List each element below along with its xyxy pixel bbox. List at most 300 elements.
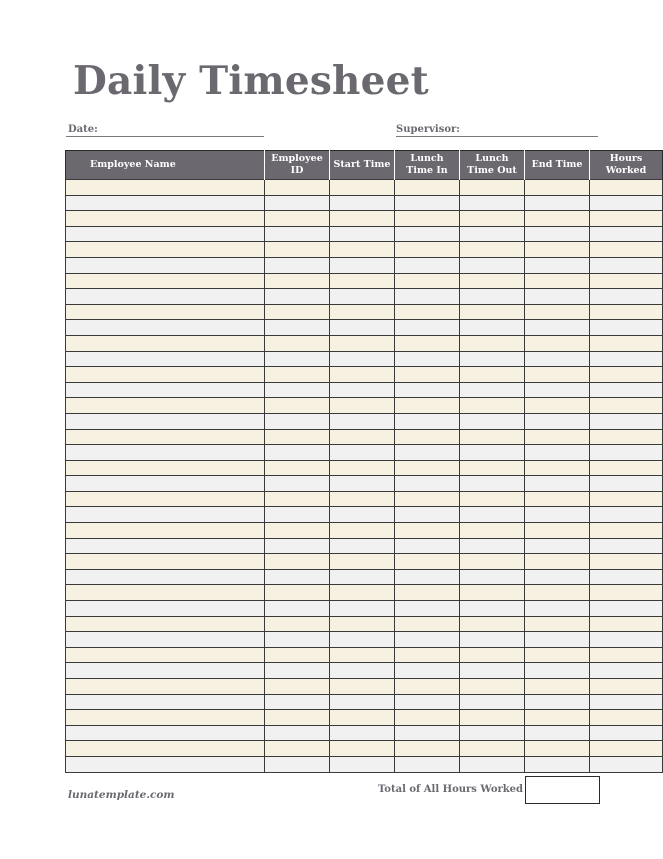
table-cell[interactable] (590, 195, 663, 211)
table-cell[interactable] (590, 679, 663, 695)
table-row (66, 694, 663, 710)
table-cell[interactable] (330, 367, 395, 383)
table-cell[interactable] (590, 585, 663, 601)
table-cell[interactable] (330, 538, 395, 554)
table-cell[interactable] (395, 226, 460, 242)
table-cell[interactable] (66, 554, 265, 570)
table-cell[interactable] (265, 367, 330, 383)
table-cell[interactable] (460, 554, 525, 570)
table-cell[interactable] (395, 351, 460, 367)
table-cell[interactable] (525, 507, 590, 523)
table-cell[interactable] (460, 491, 525, 507)
col-end-time: End Time (525, 151, 590, 180)
table-cell[interactable] (590, 507, 663, 523)
table-cell[interactable] (265, 257, 330, 273)
table-header-row (66, 151, 663, 180)
table-row (66, 195, 663, 211)
table-cell[interactable] (525, 601, 590, 617)
table-cell[interactable] (590, 445, 663, 461)
table-cell[interactable] (525, 180, 590, 196)
table-cell[interactable] (66, 756, 265, 772)
table-cell[interactable] (460, 710, 525, 726)
table-cell[interactable] (330, 756, 395, 772)
table-cell[interactable] (330, 741, 395, 757)
table-cell[interactable] (330, 211, 395, 227)
table-cell[interactable] (525, 429, 590, 445)
table-cell[interactable] (460, 741, 525, 757)
table-cell[interactable] (395, 429, 460, 445)
table-cell[interactable] (265, 632, 330, 648)
table-cell[interactable] (330, 507, 395, 523)
table-cell[interactable] (590, 725, 663, 741)
table-cell[interactable] (525, 523, 590, 539)
table-cell[interactable] (330, 710, 395, 726)
table-cell[interactable] (265, 242, 330, 258)
table-cell[interactable] (265, 320, 330, 336)
table-cell[interactable] (590, 632, 663, 648)
table-cell[interactable] (395, 335, 460, 351)
table-cell[interactable] (66, 429, 265, 445)
table-cell[interactable] (265, 554, 330, 570)
table-cell[interactable] (590, 335, 663, 351)
table-cell[interactable] (330, 694, 395, 710)
table-cell[interactable] (525, 460, 590, 476)
table-cell[interactable] (395, 632, 460, 648)
table-cell[interactable] (66, 523, 265, 539)
table-cell[interactable] (66, 507, 265, 523)
table-cell[interactable] (265, 585, 330, 601)
table-cell[interactable] (590, 601, 663, 617)
table-cell[interactable] (460, 679, 525, 695)
table-cell[interactable] (66, 382, 265, 398)
table-cell[interactable] (265, 211, 330, 227)
table-cell[interactable] (265, 351, 330, 367)
table-row (66, 382, 663, 398)
table-cell[interactable] (265, 725, 330, 741)
table-cell[interactable] (330, 725, 395, 741)
table-cell[interactable] (66, 351, 265, 367)
table-cell[interactable] (265, 180, 330, 196)
table-cell[interactable] (330, 679, 395, 695)
table-cell[interactable] (265, 335, 330, 351)
table-cell[interactable] (66, 491, 265, 507)
table-cell[interactable] (265, 601, 330, 617)
table-cell[interactable] (460, 382, 525, 398)
table-cell[interactable] (395, 601, 460, 617)
table-cell[interactable] (525, 351, 590, 367)
table-row (66, 523, 663, 539)
total-hours-box[interactable] (525, 776, 600, 804)
table-cell[interactable] (460, 756, 525, 772)
table-cell[interactable] (395, 725, 460, 741)
table-cell[interactable] (395, 460, 460, 476)
table-cell[interactable] (66, 195, 265, 211)
table-row (66, 601, 663, 617)
table-cell[interactable] (66, 694, 265, 710)
table-row (66, 351, 663, 367)
table-cell[interactable] (395, 585, 460, 601)
table-cell[interactable] (395, 491, 460, 507)
table-cell[interactable] (395, 569, 460, 585)
table-cell[interactable] (330, 429, 395, 445)
table-cell[interactable] (525, 242, 590, 258)
table-cell[interactable] (395, 382, 460, 398)
table-cell[interactable] (525, 756, 590, 772)
col-start-time: Start Time (330, 151, 395, 180)
table-cell[interactable] (395, 445, 460, 461)
table-cell[interactable] (330, 289, 395, 305)
table-cell[interactable] (525, 226, 590, 242)
table-cell[interactable] (395, 211, 460, 227)
table-cell[interactable] (590, 382, 663, 398)
table-cell[interactable] (395, 289, 460, 305)
table-cell[interactable] (525, 632, 590, 648)
table-cell[interactable] (265, 226, 330, 242)
table-cell[interactable] (265, 538, 330, 554)
table-cell[interactable] (590, 491, 663, 507)
table-cell[interactable] (460, 226, 525, 242)
table-cell[interactable] (525, 382, 590, 398)
table-cell[interactable] (265, 195, 330, 211)
table-row (66, 741, 663, 757)
table-cell[interactable] (590, 226, 663, 242)
table-cell[interactable] (330, 460, 395, 476)
table-cell[interactable] (330, 585, 395, 601)
table-cell[interactable] (590, 242, 663, 258)
table-cell[interactable] (525, 398, 590, 414)
table-cell[interactable] (265, 445, 330, 461)
table-cell[interactable] (460, 694, 525, 710)
table-cell[interactable] (590, 523, 663, 539)
table-cell[interactable] (66, 445, 265, 461)
table-cell[interactable] (460, 632, 525, 648)
table-cell[interactable] (460, 538, 525, 554)
supervisor-line[interactable] (396, 136, 598, 137)
table-cell[interactable] (330, 382, 395, 398)
table-cell[interactable] (460, 273, 525, 289)
table-cell[interactable] (590, 460, 663, 476)
table-cell[interactable] (590, 320, 663, 336)
table-cell[interactable] (395, 413, 460, 429)
table-cell[interactable] (590, 180, 663, 196)
table-cell[interactable] (460, 367, 525, 383)
table-cell[interactable] (460, 398, 525, 414)
table-cell[interactable] (460, 725, 525, 741)
table-cell[interactable] (66, 289, 265, 305)
table-cell[interactable] (66, 632, 265, 648)
table-row (66, 569, 663, 585)
table-cell[interactable] (395, 273, 460, 289)
table-cell[interactable] (525, 538, 590, 554)
table-cell[interactable] (590, 351, 663, 367)
table-cell[interactable] (395, 741, 460, 757)
table-cell[interactable] (525, 413, 590, 429)
table-cell[interactable] (460, 320, 525, 336)
table-cell[interactable] (66, 242, 265, 258)
table-cell[interactable] (395, 538, 460, 554)
table-cell[interactable] (66, 569, 265, 585)
table-cell[interactable] (590, 756, 663, 772)
table-cell[interactable] (525, 569, 590, 585)
table-cell[interactable] (525, 616, 590, 632)
table-cell[interactable] (590, 569, 663, 585)
table-cell[interactable] (66, 257, 265, 273)
table-cell[interactable] (330, 226, 395, 242)
table-cell[interactable] (460, 663, 525, 679)
table-cell[interactable] (590, 476, 663, 492)
table-cell[interactable] (525, 289, 590, 305)
table-cell[interactable] (525, 694, 590, 710)
table-cell[interactable] (525, 445, 590, 461)
table-cell[interactable] (66, 367, 265, 383)
table-cell[interactable] (330, 398, 395, 414)
table-row (66, 320, 663, 336)
table-cell[interactable] (265, 679, 330, 695)
table-cell[interactable] (395, 647, 460, 663)
table-cell[interactable] (395, 694, 460, 710)
table-cell[interactable] (590, 413, 663, 429)
table-cell[interactable] (66, 180, 265, 196)
table-cell[interactable] (395, 367, 460, 383)
table-cell[interactable] (265, 304, 330, 320)
table-cell[interactable] (525, 663, 590, 679)
table-cell[interactable] (525, 554, 590, 570)
table-cell[interactable] (330, 195, 395, 211)
table-cell[interactable] (460, 616, 525, 632)
table-cell[interactable] (395, 554, 460, 570)
table-cell[interactable] (66, 335, 265, 351)
table-cell[interactable] (66, 679, 265, 695)
table-cell[interactable] (525, 491, 590, 507)
table-cell[interactable] (265, 491, 330, 507)
table-cell[interactable] (460, 289, 525, 305)
table-cell[interactable] (66, 647, 265, 663)
table-cell[interactable] (265, 289, 330, 305)
table-cell[interactable] (66, 538, 265, 554)
table-cell[interactable] (460, 476, 525, 492)
table-cell[interactable] (330, 242, 395, 258)
table-cell[interactable] (590, 429, 663, 445)
table-cell[interactable] (265, 476, 330, 492)
table-cell[interactable] (460, 304, 525, 320)
table-cell[interactable] (395, 304, 460, 320)
table-cell[interactable] (330, 647, 395, 663)
table-cell[interactable] (590, 741, 663, 757)
table-cell[interactable] (395, 398, 460, 414)
table-cell[interactable] (395, 616, 460, 632)
table-cell[interactable] (66, 226, 265, 242)
table-cell[interactable] (265, 756, 330, 772)
table-cell[interactable] (265, 507, 330, 523)
table-cell[interactable] (525, 741, 590, 757)
table-cell[interactable] (460, 211, 525, 227)
table-cell[interactable] (525, 367, 590, 383)
table-cell[interactable] (395, 507, 460, 523)
col-lunch-time-out: Lunch Time Out (460, 151, 525, 180)
table-cell[interactable] (330, 601, 395, 617)
table-cell[interactable] (460, 335, 525, 351)
table-cell[interactable] (66, 741, 265, 757)
table-cell[interactable] (395, 320, 460, 336)
table-cell[interactable] (525, 320, 590, 336)
table-cell[interactable] (66, 413, 265, 429)
table-row (66, 647, 663, 663)
table-cell[interactable] (525, 476, 590, 492)
table-cell[interactable] (525, 211, 590, 227)
table-cell[interactable] (590, 304, 663, 320)
table-cell[interactable] (66, 601, 265, 617)
table-cell[interactable] (265, 569, 330, 585)
table-cell[interactable] (460, 569, 525, 585)
table-cell[interactable] (590, 273, 663, 289)
date-line[interactable] (66, 136, 264, 137)
table-cell[interactable] (265, 398, 330, 414)
table-cell[interactable] (395, 180, 460, 196)
table-cell[interactable] (330, 632, 395, 648)
table-cell[interactable] (66, 476, 265, 492)
table-cell[interactable] (66, 320, 265, 336)
table-cell[interactable] (330, 491, 395, 507)
table-cell[interactable] (590, 647, 663, 663)
table-cell[interactable] (525, 585, 590, 601)
table-cell[interactable] (590, 554, 663, 570)
table-cell[interactable] (395, 242, 460, 258)
table-cell[interactable] (265, 382, 330, 398)
table-cell[interactable] (265, 616, 330, 632)
table-cell[interactable] (395, 476, 460, 492)
table-cell[interactable] (395, 756, 460, 772)
table-cell[interactable] (330, 304, 395, 320)
table-cell[interactable] (525, 335, 590, 351)
table-cell[interactable] (460, 507, 525, 523)
table-cell[interactable] (330, 476, 395, 492)
table-cell[interactable] (590, 616, 663, 632)
table-cell[interactable] (395, 257, 460, 273)
table-cell[interactable] (460, 257, 525, 273)
table-cell[interactable] (66, 710, 265, 726)
table-row (66, 398, 663, 414)
table-row (66, 663, 663, 679)
table-cell[interactable] (265, 460, 330, 476)
table-cell[interactable] (525, 725, 590, 741)
page-title: Daily Timesheet (73, 58, 429, 104)
table-row (66, 429, 663, 445)
table-cell[interactable] (525, 679, 590, 695)
table-cell[interactable] (66, 398, 265, 414)
table-cell[interactable] (265, 523, 330, 539)
table-row (66, 585, 663, 601)
table-cell[interactable] (66, 211, 265, 227)
table-cell[interactable] (460, 180, 525, 196)
table-cell[interactable] (460, 523, 525, 539)
table-cell[interactable] (330, 554, 395, 570)
table-cell[interactable] (330, 320, 395, 336)
table-cell[interactable] (66, 273, 265, 289)
table-row (66, 413, 663, 429)
table-cell[interactable] (66, 304, 265, 320)
table-cell[interactable] (330, 413, 395, 429)
table-cell[interactable] (330, 616, 395, 632)
table-cell[interactable] (330, 180, 395, 196)
table-body (66, 180, 663, 773)
table-cell[interactable] (460, 601, 525, 617)
table-cell[interactable] (330, 273, 395, 289)
table-row (66, 725, 663, 741)
table-cell[interactable] (265, 273, 330, 289)
table-row (66, 632, 663, 648)
table-row (66, 180, 663, 196)
table-cell[interactable] (265, 694, 330, 710)
col-employee-name: Employee Name (66, 151, 265, 180)
table-cell[interactable] (590, 289, 663, 305)
table-cell[interactable] (460, 460, 525, 476)
table-cell[interactable] (330, 351, 395, 367)
table-cell[interactable] (525, 273, 590, 289)
table-cell[interactable] (395, 679, 460, 695)
table-cell[interactable] (265, 663, 330, 679)
table-cell[interactable] (525, 647, 590, 663)
table-cell[interactable] (66, 585, 265, 601)
table-cell[interactable] (460, 585, 525, 601)
table-cell[interactable] (460, 413, 525, 429)
table-cell[interactable] (590, 663, 663, 679)
table-cell[interactable] (525, 195, 590, 211)
table-cell[interactable] (460, 242, 525, 258)
table-cell[interactable] (460, 647, 525, 663)
table-cell[interactable] (460, 429, 525, 445)
table-cell[interactable] (330, 663, 395, 679)
table-cell[interactable] (525, 710, 590, 726)
table-cell[interactable] (330, 569, 395, 585)
table-cell[interactable] (66, 460, 265, 476)
table-row (66, 554, 663, 570)
table-cell[interactable] (395, 710, 460, 726)
table-cell[interactable] (525, 257, 590, 273)
table-cell[interactable] (460, 351, 525, 367)
table-cell[interactable] (590, 257, 663, 273)
table-cell[interactable] (395, 195, 460, 211)
table-cell[interactable] (460, 445, 525, 461)
table-cell[interactable] (265, 741, 330, 757)
table-row (66, 289, 663, 305)
table-cell[interactable] (590, 367, 663, 383)
table-cell[interactable] (395, 663, 460, 679)
table-cell[interactable] (330, 445, 395, 461)
table-cell[interactable] (590, 398, 663, 414)
table-cell[interactable] (265, 647, 330, 663)
table-cell[interactable] (330, 335, 395, 351)
table-row (66, 507, 663, 523)
table-cell[interactable] (66, 725, 265, 741)
table-cell[interactable] (330, 257, 395, 273)
table-cell[interactable] (590, 211, 663, 227)
table-row (66, 538, 663, 554)
table-cell[interactable] (590, 710, 663, 726)
table-cell[interactable] (590, 694, 663, 710)
table-cell[interactable] (590, 538, 663, 554)
table-cell[interactable] (395, 523, 460, 539)
table-row (66, 273, 663, 289)
table-cell[interactable] (265, 429, 330, 445)
table-cell[interactable] (265, 413, 330, 429)
table-cell[interactable] (460, 195, 525, 211)
table-cell[interactable] (66, 663, 265, 679)
table-cell[interactable] (330, 523, 395, 539)
table-cell[interactable] (66, 616, 265, 632)
table-row (66, 257, 663, 273)
table-cell[interactable] (525, 304, 590, 320)
table-cell[interactable] (265, 710, 330, 726)
